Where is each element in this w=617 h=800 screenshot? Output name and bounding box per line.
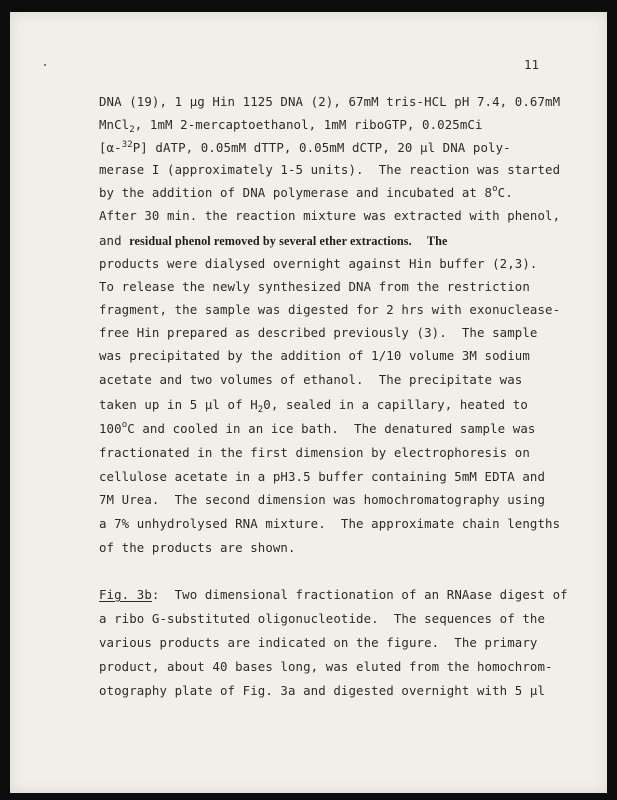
text-line: products were dialysed overnight against Hin buffer (2,3).: [99, 256, 538, 271]
text-line: [99, 397, 528, 415]
text-line: fractionated in the first dimension by electrophoresis on: [99, 445, 530, 460]
text-segment: C and cooled in an ice bath. The denatured sample was: [127, 421, 536, 436]
text-line: a 7% unhydrolysed RNA mixture. The approximate chain lengths: [99, 516, 561, 531]
superscript: 32: [121, 140, 133, 150]
text-segment: 100: [99, 421, 122, 436]
subscript: 2: [129, 125, 135, 135]
text-line: merase I (approximately 1-5 units). The reaction was started: [99, 162, 561, 177]
paper-speck: [44, 64, 46, 66]
page-number: 11: [524, 57, 540, 72]
text-line: acetate and two volumes of ethanol. The precipitate was: [99, 372, 523, 387]
text-line: [99, 185, 513, 200]
text-line: 7M Urea. The second dimension was homochromatography using: [99, 492, 546, 507]
text-line: [99, 117, 483, 135]
text-line: of the products are shown.: [99, 540, 296, 555]
typeset-correction: The: [426, 234, 448, 248]
caption-line: [99, 587, 568, 602]
text-line: [99, 140, 511, 155]
subscript: 2: [257, 405, 264, 415]
typeset-correction: residual phenol removed by several ether extractions.: [129, 234, 412, 248]
text-segment: taken up in 5 µl of H: [99, 397, 258, 412]
caption-line: product, about 40 bases long, was eluted from the homochrom-: [99, 659, 553, 674]
text-line: [99, 421, 535, 436]
text-line: After 30 min. the reaction mixture was extracted with phenol,: [99, 208, 561, 223]
text-segment: P] dATP, 0.05mM dTTP, 0.05mM dCTP, 20 µl DNA poly-: [132, 140, 511, 155]
text-line: free Hin prepared as described previously (3). The sample: [99, 325, 538, 340]
text-segment: [α-: [99, 140, 122, 155]
degree-mark: o: [121, 420, 128, 430]
text-line: To release the newly synthesized DNA from the restriction: [99, 279, 530, 294]
degree-mark: o: [492, 184, 498, 194]
caption-line: various products are indicated on the figure. The primary: [99, 635, 538, 650]
caption-line: otography plate of Fig. 3a and digested overnight with 5 µl: [99, 683, 546, 698]
figure-label: Fig. 3b: [99, 587, 152, 602]
text-line: fragment, the sample was digested for 2 hrs with exonuclease-: [99, 302, 561, 317]
text-line: [99, 233, 448, 249]
caption-line: a ribo G-substituted oligonucleotide. The sequences of the: [99, 611, 546, 626]
text-segment: and: [99, 233, 122, 248]
text-line: was precipitated by the addition of 1/10 volume 3M sodium: [99, 348, 530, 363]
text-line: cellulose acetate in a pH3.5 buffer containing 5mM EDTA and: [99, 469, 546, 484]
text-segment: 0, sealed in a capillary, heated to: [263, 397, 528, 412]
text-segment: C.: [497, 185, 513, 200]
text-line: DNA (19), 1 µg Hin 1125 DNA (2), 67mM tris-HCL pH 7.4, 0.67mM: [99, 94, 561, 109]
text-segment: MnCl: [99, 117, 130, 132]
text-segment: , 1mM 2-mercaptoethanol, 1mM riboGTP, 0.025mCi: [134, 117, 483, 132]
text-segment: by the addition of DNA polymerase and incubated at 8: [99, 185, 493, 200]
text-segment: : Two dimensional fractionation of an RNAase digest of: [151, 587, 568, 602]
